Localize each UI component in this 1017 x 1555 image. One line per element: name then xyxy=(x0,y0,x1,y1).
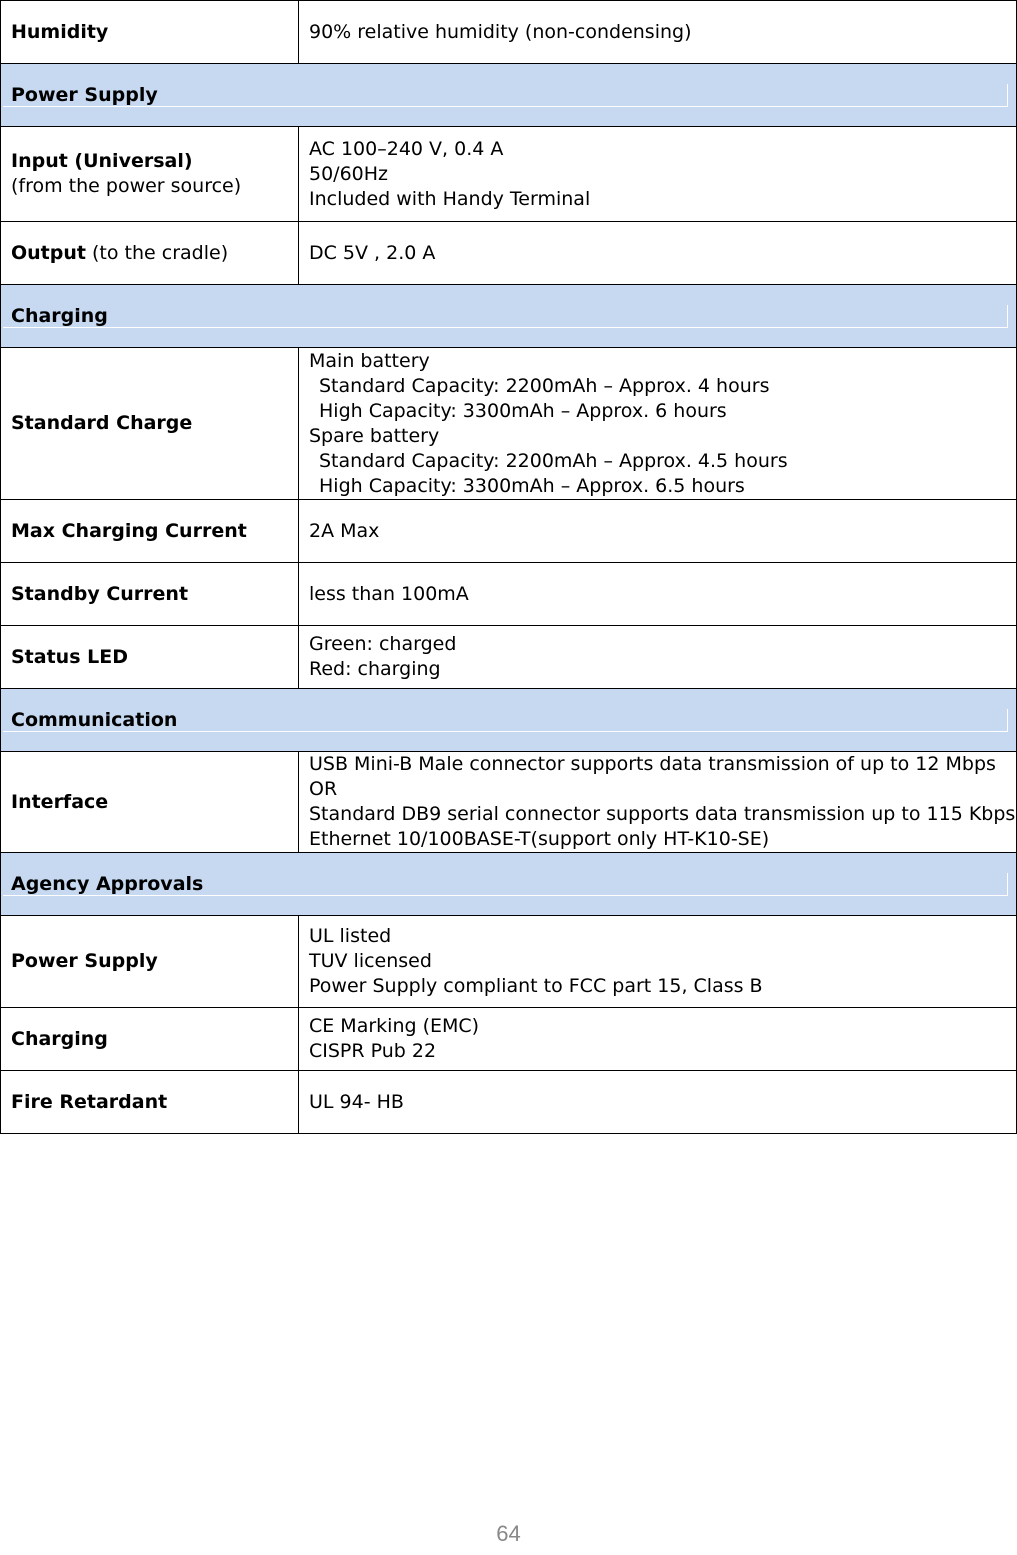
agency-power-supply-line: TUV licensed xyxy=(309,950,432,972)
output-label-rest: (to the cradle) xyxy=(85,241,229,264)
input-label: Input (Universal) xyxy=(11,150,193,172)
value-cell xyxy=(299,1,1017,64)
input-value-line: Included with Handy Terminal xyxy=(309,187,591,210)
value-cell xyxy=(299,1008,1017,1071)
row-agency-power-supply xyxy=(1,916,1017,1008)
label-cell xyxy=(1,1008,299,1071)
value-cell xyxy=(299,500,1017,563)
agency-power-supply-label: Power Supply xyxy=(11,950,158,972)
agency-charging-label: Charging xyxy=(11,1027,108,1050)
standard-charge-line: High Capacity: 3300mAh – Approx. 6.5 hours xyxy=(319,474,745,497)
interface-line: USB Mini-B Male connector supports data transmission of up to 12 Mbps xyxy=(309,753,996,775)
input-sublabel: (from the power source) xyxy=(11,175,242,197)
max-charging-current-value: 2A Max xyxy=(309,519,380,542)
row-humidity xyxy=(1,1,1017,64)
section-cell xyxy=(1,689,1017,752)
interface-line: Standard DB9 serial connector supports data transmission up to 115 Kbps xyxy=(309,803,1016,825)
value-cell xyxy=(299,127,1017,222)
interface-label: Interface xyxy=(11,790,109,813)
value-cell xyxy=(299,752,1017,853)
standard-charge-line: Spare battery xyxy=(309,424,440,447)
status-led-line: Green: charged xyxy=(309,633,457,655)
label-cell xyxy=(1,500,299,563)
section-cell xyxy=(1,64,1017,127)
standby-current-value: less than 100mA xyxy=(309,582,469,605)
output-label: Output xyxy=(11,241,86,264)
label-cell xyxy=(1,1071,299,1134)
max-charging-current-label: Max Charging Current xyxy=(11,519,247,542)
humidity-label: Humidity xyxy=(11,20,109,43)
status-led-line: Red: charging xyxy=(309,658,441,680)
humidity-value: 90% relative humidity (non-condensing) xyxy=(309,20,692,43)
row-interface xyxy=(1,752,1017,853)
agency-power-supply-line: UL listed xyxy=(309,925,392,947)
row-standard-charge xyxy=(1,348,1017,500)
label-cell xyxy=(1,127,299,222)
label-cell xyxy=(1,1,299,64)
section-power-supply xyxy=(1,64,1017,127)
status-led-label: Status LED xyxy=(11,645,128,668)
input-value-line: 50/60Hz xyxy=(309,162,389,185)
row-fire-retardant xyxy=(1,1071,1017,1134)
row-status-led xyxy=(1,626,1017,689)
interface-line: OR xyxy=(309,778,338,800)
section-agency-approvals xyxy=(1,853,1017,916)
label-cell xyxy=(1,563,299,626)
value-cell xyxy=(299,916,1017,1008)
section-cell xyxy=(1,285,1017,348)
row-input xyxy=(1,127,1017,222)
input-value-line: AC 100–240 V, 0.4 A xyxy=(309,137,504,160)
standard-charge-line: Main battery xyxy=(309,349,430,372)
row-standby-current xyxy=(1,563,1017,626)
section-title: Power Supply xyxy=(3,84,1008,107)
standard-charge-label: Standard Charge xyxy=(11,412,193,434)
label-cell xyxy=(1,348,299,500)
agency-power-supply-line: Power Supply compliant to FCC part 15, Class B xyxy=(309,975,763,997)
label-cell xyxy=(1,752,299,853)
label-cell xyxy=(1,916,299,1008)
agency-charging-line: CE Marking (EMC) xyxy=(309,1015,480,1037)
value-cell xyxy=(299,626,1017,689)
row-output xyxy=(1,222,1017,285)
interface-line: Ethernet 10/100BASE-T(support only HT-K10-SE) xyxy=(309,828,770,850)
section-cell xyxy=(1,853,1017,916)
standard-charge-line: Standard Capacity: 2200mAh – Approx. 4 hours xyxy=(319,374,770,397)
fire-retardant-value: UL 94- HB xyxy=(309,1090,404,1113)
section-communication xyxy=(1,689,1017,752)
page-number: 64 xyxy=(496,1521,521,1546)
agency-charging-line: CISPR Pub 22 xyxy=(309,1040,437,1062)
label-cell xyxy=(1,626,299,689)
standard-charge-line: Standard Capacity: 2200mAh – Approx. 4.5 hours xyxy=(319,449,788,472)
value-cell xyxy=(299,1071,1017,1134)
row-agency-charging xyxy=(1,1008,1017,1071)
value-cell xyxy=(299,348,1017,500)
label-cell xyxy=(1,222,299,285)
section-title: Communication xyxy=(3,709,1008,732)
row-max-charging-current xyxy=(1,500,1017,563)
value-cell xyxy=(299,222,1017,285)
section-title: Charging xyxy=(3,305,1008,328)
standby-current-label: Standby Current xyxy=(11,582,189,605)
fire-retardant-label: Fire Retardant xyxy=(11,1090,168,1113)
standard-charge-line: High Capacity: 3300mAh – Approx. 6 hours xyxy=(319,399,727,422)
section-charging xyxy=(1,285,1017,348)
value-cell xyxy=(299,563,1017,626)
output-value: DC 5V , 2.0 A xyxy=(309,241,436,264)
section-title: Agency Approvals xyxy=(3,873,1008,896)
